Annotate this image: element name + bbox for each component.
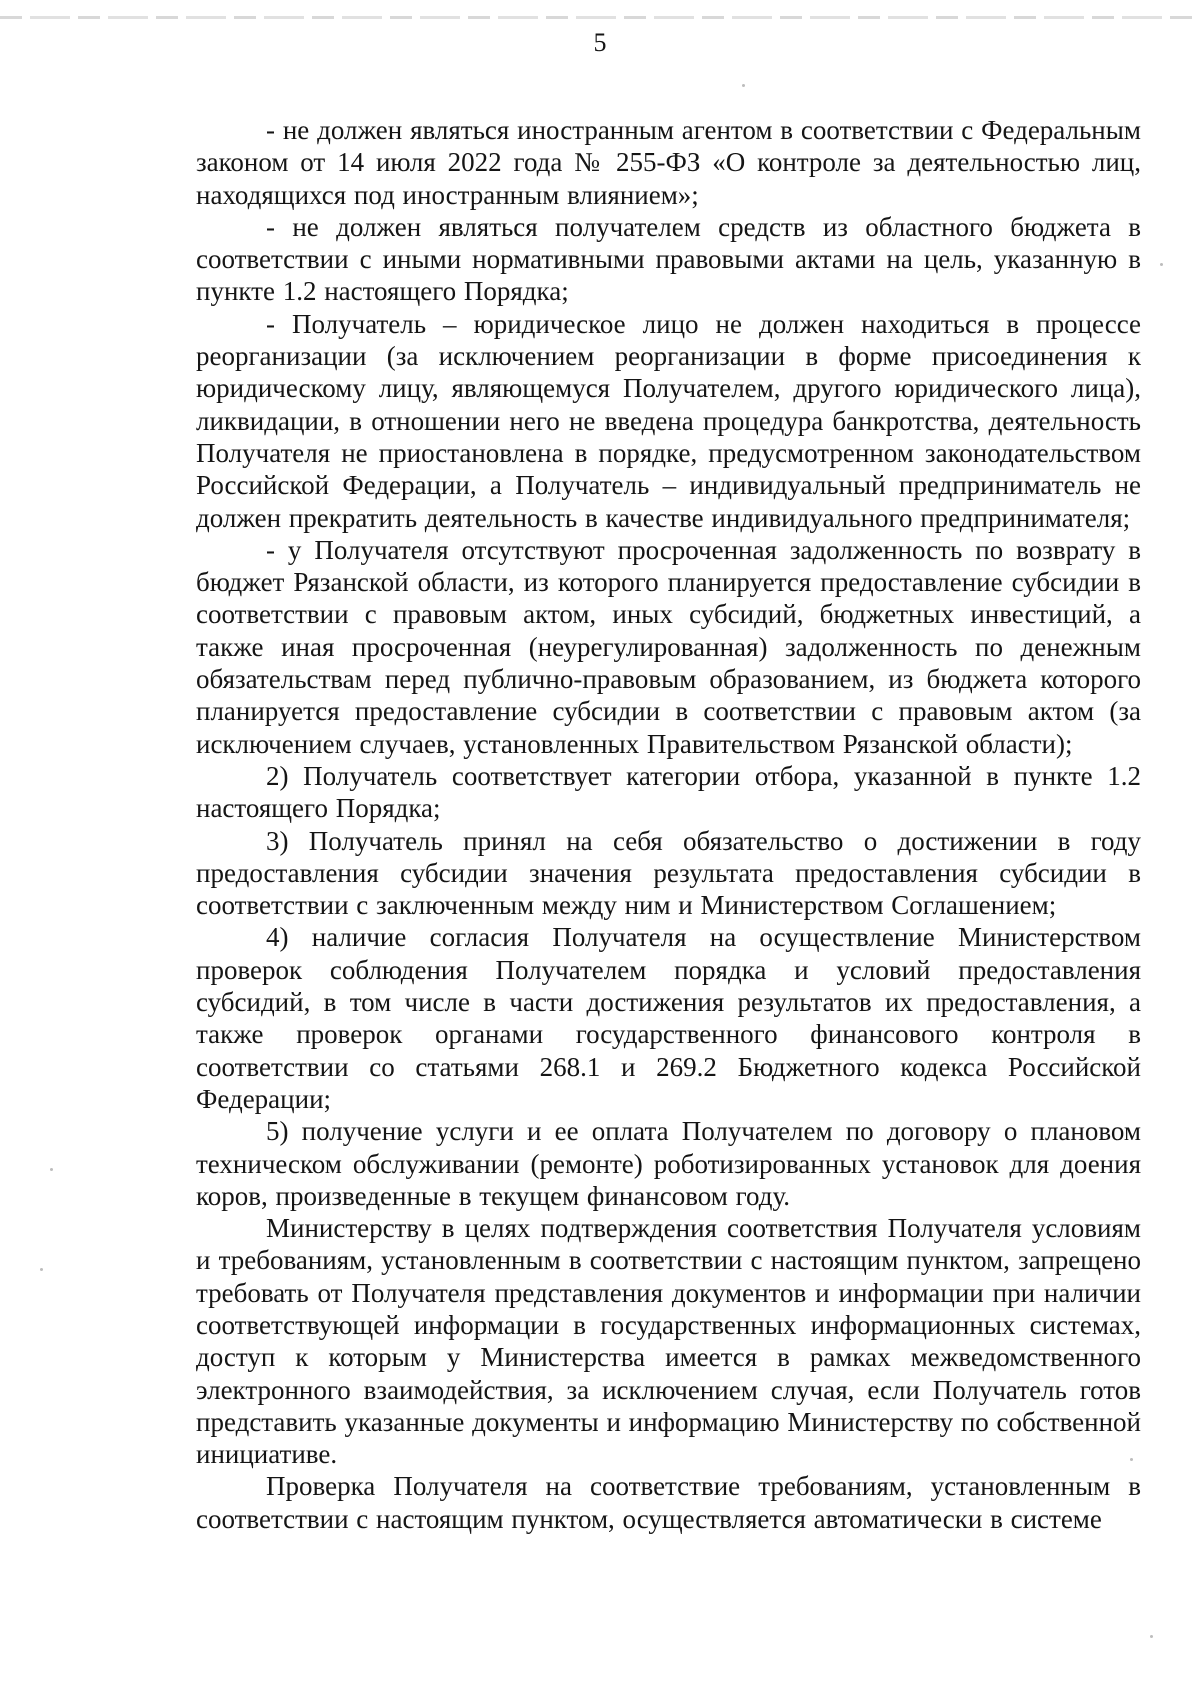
paragraph-foreign-agent: - не должен являться иностранным агентом в соответствии с Федеральным законом от 14 июля 2022 года № 255-ФЗ «О контроле за деятельностью лиц, находящихся под иностранным влиянием»; [196, 115, 1141, 210]
paragraph-item-3: 3) Получатель принял на себя обязательство о достижении в году предоставления субсидии значения результата предоставления субсидии в соответствии с заключенным между ним и Министерством Соглашением; [196, 825, 1141, 921]
paragraph-budget-recipient: - не должен являться получателем средств из областного бюджета в соответствии с иными нормативными правовыми актами на цель, указанную в пункте 1.2 настоящего Порядка; [196, 211, 1141, 307]
paragraph-item-4: 4) наличие согласия Получателя на осуществление Министерством проверок соблюдения Получателем порядка и условий предоставления субсидий, в том числе в части достижения результатов их предоставления, а также проверок органами государственного финансового контроля в соответствии со статьями 268.1 и 269.2 Бюджетного кодекса Российской Федерации; [196, 922, 1141, 1114]
scan-artifact-line [0, 16, 1200, 19]
scan-speck [1130, 1458, 1133, 1461]
paragraph-debt: - у Получателя отсутствуют просроченная задолженность по возврату в бюджет Рязанской области, из которого планируется предоставление субсидии в соответствии с правовым актом, иных субсидий, бюджетных инвестиций, а также иная просроченная (неурегулированная) задолженность по денежным обязательствам перед публично-правовым образованием, из бюджета которого планируется предоставление субсидии в соответствии с правовым актом (за исключением случаев, установленных Правительством Рязанской области); [196, 534, 1141, 759]
paragraph-item-5: 5) получение услуги и ее оплата Получателем по договору о плановом техническом обслуживании (ремонте) роботизированных установок для доения коров, произведенные в текущем финансовом году. [196, 1116, 1141, 1211]
document-body [196, 114, 1141, 1535]
scan-speck [40, 1268, 43, 1271]
paragraph-ministry-requirements: Министерству в целях подтверждения соответствия Получателя условиям и требованиям, установленным в соответствии с настоящим пунктом, запрещено требовать от Получателя представления документов и информации при наличии соответствующей информации в государственных информационных системах, доступ к которым у Министерства имеется в рамках межведомственного электронного взаимодействия, за исключением случая, если Получатель готов представить указанные документы и информацию Министерству по собственной инициативе. [196, 1213, 1141, 1470]
page-number: 5 [593, 28, 607, 57]
scan-speck [1160, 263, 1163, 266]
scan-speck [50, 1168, 53, 1171]
scan-speck [742, 84, 745, 87]
paragraph-reorganization: - Получатель – юридическое лицо не должен находиться в процессе реорганизации (за исключением реорганизации в форме присоединения к юридическому лицу, являющемуся Получателем, другого юридического лица), ликвидации, в отношении него не введена процедура банкротства, деятельность Получателя не приостановлена в порядке, предусмотренном законодательством Российской Федерации, а Получатель – индивидуальный предприниматель не должен прекратить деятельность в качестве индивидуального предпринимателя; [196, 308, 1141, 533]
paragraph-item-2: 2) Получатель соответствует категории отбора, указанной в пункте 1.2 настоящего Порядка; [196, 760, 1141, 824]
paragraph-verification: Проверка Получателя на соответствие требованиям, установленным в соответствии с настоящим пунктом, осуществляется автоматически в системе [196, 1471, 1141, 1534]
scan-speck [1150, 1635, 1153, 1638]
